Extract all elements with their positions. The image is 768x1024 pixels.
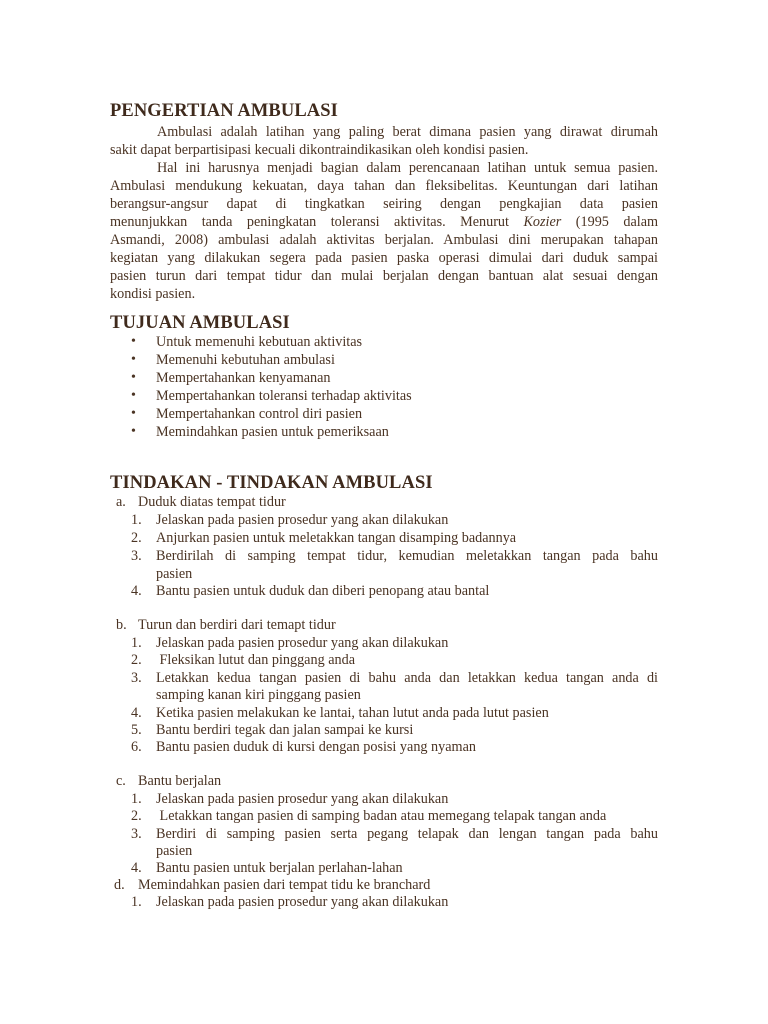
sublist-label: Turun dan berdiri dari temapt tidur [138,617,336,633]
bullet-icon: • [131,424,136,439]
citation-author: Kozier [523,214,562,230]
paragraph-line: kondisi pasien. [110,286,196,302]
step-text: Bantu pasien untuk duduk dan diberi penopang atau bantal [156,583,490,599]
paragraph-line: sakit dapat berpartisipasi kecuali dikontraindikasikan oleh kondisi pasien. [110,142,529,158]
sublist-label: Bantu berjalan [138,773,222,789]
step-text: Fleksikan lutut dan pinggang anda [156,652,355,668]
citation-year: (1995 dalam [575,214,659,230]
paragraph-line: pasien turun dari tempat tidur dan mulai berjalan dengan bantuan alat sesuai dengan [110,268,658,284]
list-item: Memindahkan pasien untuk pemeriksaan [156,424,389,440]
bullet-icon: • [131,334,136,349]
sublist-marker: a. [116,494,126,510]
step-number: 2. [131,808,142,824]
paragraph-line: kegiatan yang dilakukan segera pada pasien paska operasi dimulai dari duduk sampai [110,250,658,266]
step-text-cont: samping kanan kiri pinggang pasien [156,687,361,703]
step-number: 2. [131,530,142,546]
step-number: 3. [131,670,142,686]
bullet-icon: • [131,388,136,403]
paragraph-line: Ambulasi adalah latihan yang paling berat dimana pasien yang dirawat dirumah [157,124,658,140]
step-number: 1. [131,894,142,910]
sublist-label: Duduk diatas tempat tidur [138,494,286,510]
sublist-marker: d. [114,877,125,893]
list-item: Untuk memenuhi kebutuan aktivitas [156,334,363,350]
bullet-icon: • [131,406,136,421]
step-number: 2. [131,652,142,668]
step-text: Berdirilah di samping tempat tidur, kemudian meletakkan tangan pada bahu [156,548,658,564]
sublist-marker: c. [116,773,126,789]
step-number: 4. [131,705,142,721]
list-item: Mempertahankan kenyamanan [156,370,331,386]
paragraph-line: berangsur-angsur dapat di tingkatkan seiring dengan pengkajian data pasien [110,196,658,212]
heading-tujuan: TUJUAN AMBULASI [110,313,290,333]
step-number: 3. [131,826,142,842]
list-item: Memenuhi kebutuhan ambulasi [156,352,335,368]
step-text: Jelaskan pada pasien prosedur yang akan dilakukan [156,635,449,651]
bullet-icon: • [131,370,136,385]
step-text: Anjurkan pasien untuk meletakkan tangan disamping badannya [156,530,517,546]
step-text: Jelaskan pada pasien prosedur yang akan dilakukan [156,512,449,528]
sublist-marker: b. [116,617,127,633]
step-text: Bantu pasien duduk di kursi dengan posisi yang nyaman [156,739,476,755]
list-item: Mempertahankan control diri pasien [156,406,363,422]
step-text-cont: pasien [156,566,193,582]
bullet-icon: • [131,352,136,367]
step-number: 1. [131,791,142,807]
paragraph-line: Hal ini harusnya menjadi bagian dalam perencanaan latihan untuk semua pasien. [157,160,658,176]
list-item: Mempertahankan toleransi terhadap aktivitas [156,388,412,404]
step-text: Berdiri di samping pasien serta pegang telapak dan lengan tangan pada bahu [156,826,658,842]
heading-pengertian: PENGERTIAN AMBULASI [110,101,338,121]
step-text: Jelaskan pada pasien prosedur yang akan dilakukan [156,894,449,910]
paragraph-line: Asmandi, 2008) ambulasi adalah aktivitas berjalan. Ambulasi dini merupakan tahapan [110,232,658,248]
paragraph-text: menunjukkan tanda peningkatan toleransi aktivitas. Menurut [110,214,509,230]
step-text-cont: pasien [156,843,193,859]
sublist-label: Memindahkan pasien dari tempat tidu ke branchard [138,877,431,893]
step-text: Ketika pasien melakukan ke lantai, tahan lutut anda pada lutut pasien [156,705,549,721]
step-text: Letakkan kedua tangan pasien di bahu anda dan letakkan kedua tangan anda di [156,670,658,686]
heading-tindakan: TINDAKAN - TINDAKAN AMBULASI [110,473,433,493]
step-number: 4. [131,860,142,876]
step-text: Jelaskan pada pasien prosedur yang akan dilakukan [156,791,449,807]
paragraph-line-kozier [110,213,658,231]
step-number: 4. [131,583,142,599]
step-number: 3. [131,548,142,564]
paragraph-line: Ambulasi mendukung kekuatan, daya tahan dan fleksibelitas. Keuntungan dari latihan [110,178,658,194]
step-text: Letakkan tangan pasien di samping badan atau memegang telapak tangan anda [156,808,607,824]
step-text: Bantu berdiri tegak dan jalan sampai ke kursi [156,722,414,738]
step-text: Bantu pasien untuk berjalan perlahan-lahan [156,860,403,876]
step-number: 6. [131,739,142,755]
step-number: 5. [131,722,142,738]
step-number: 1. [131,635,142,651]
step-number: 1. [131,512,142,528]
